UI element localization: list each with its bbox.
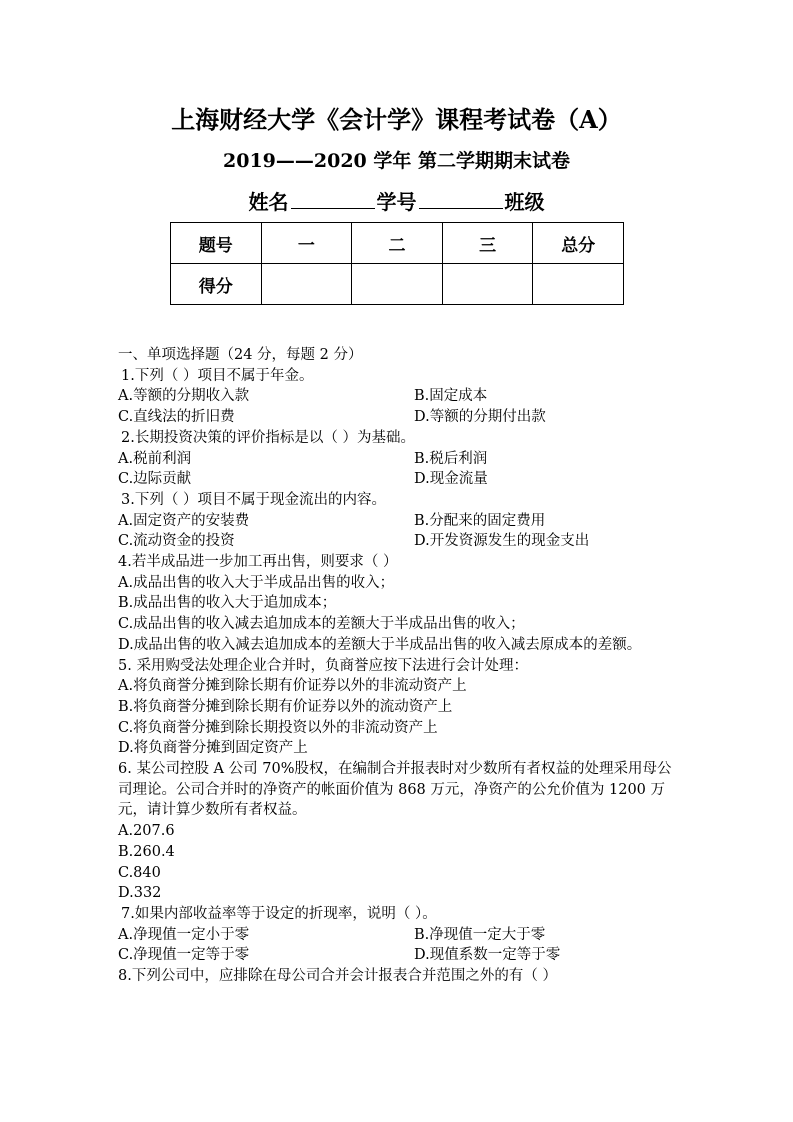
score-header-cell: 一 — [261, 223, 352, 264]
question-7-options-ab — [118, 925, 683, 946]
option-d: D.成品出售的收入减去追加成本的差额大于半成品出售的收入减去原成本的差额。 — [118, 636, 642, 653]
score-cell-2 — [352, 264, 443, 305]
option-d: D.将负商誉分摊到固定资产上 — [118, 740, 308, 757]
section-heading: 一、单项选择题（24 分，每题 2 分） — [118, 347, 363, 363]
score-header-cell: 二 — [352, 223, 443, 264]
name-label: 姓名 — [248, 190, 289, 214]
option-c: C.流动资金的投资 — [118, 533, 235, 550]
score-table-score-row — [171, 264, 624, 305]
question-1-options-ab — [118, 386, 683, 407]
class-label: 班级 — [504, 190, 545, 214]
option-b: B.将负商誉分摊到除长期有价证券以外的流动资产上 — [118, 698, 453, 715]
option-c: C.直线法的折旧费 — [118, 409, 235, 426]
option-b: B.税后利润 — [414, 450, 488, 467]
option-c: C.成品出售的收入减去追加成本的差额大于半成品出售的收入； — [118, 616, 525, 633]
exam-subtitle: 2019——2020 学年 第二学期期末试卷 — [223, 150, 570, 172]
option-a: A.税前利润 — [118, 450, 192, 467]
option-d: D.开发资源发生的现金支出 — [414, 533, 590, 550]
question-1-options-cd — [118, 407, 683, 428]
option-d: D.332 — [118, 885, 162, 902]
question-1-stem: 1.下列（ ）项目不属于年金。 — [121, 367, 314, 384]
option-c: C.净现值一定等于零 — [118, 947, 250, 964]
question-2-options-ab — [118, 449, 683, 470]
question-7-options-cd — [118, 945, 683, 966]
question-7-stem: 7.如果内部收益率等于设定的折现率，说明（ ）。 — [121, 905, 437, 922]
question-3-options-ab — [118, 511, 683, 532]
option-d: D.等额的分期付出款 — [414, 409, 546, 426]
score-cell-total — [533, 264, 624, 305]
question-3-stem: 3.下列（ ）项目不属于现金流出的内容。 — [121, 491, 386, 508]
exam-title: 上海财经大学《会计学》课程考试卷（A） — [171, 105, 622, 134]
score-header-cell: 题号 — [171, 223, 262, 264]
option-a: A.固定资产的安装费 — [118, 512, 250, 529]
question-5-stem: 5. 采用购受法处理企业合并时，负商誉应按下法进行会计处理： — [118, 657, 528, 674]
option-a: A.成品出售的收入大于半成品出售的收入； — [118, 574, 395, 591]
score-row-label: 得分 — [171, 264, 262, 305]
option-d: D.现金流量 — [414, 471, 488, 488]
question-2-stem: 2.长期投资决策的评价指标是以（ ）为基础。 — [121, 429, 415, 446]
question-6-stem: 6. 某公司控股 A 公司 70%股权，在编制合并报表时对少数所有者权益的处理采用母公司理论。公司合并时的净资产的帐面价值为 868 万元，净资产的公允价值为 1200 万元，请计算少数所有者权益。 — [118, 761, 672, 819]
option-a: A.207.6 — [118, 823, 175, 840]
question-2-options-cd — [118, 469, 683, 490]
question-4-stem: 4.若半成品进一步加工再出售，则要求（ ） — [118, 554, 398, 571]
score-header-cell: 总分 — [533, 223, 624, 264]
score-table-header-row — [171, 223, 624, 264]
option-d: D.现值系数一定等于零 — [414, 947, 561, 964]
option-c: C.边际贡献 — [118, 471, 192, 488]
option-b: B.分配来的固定费用 — [414, 512, 546, 529]
name-blank — [291, 190, 375, 209]
option-a: A.将负商誉分摊到除长期有价证券以外的非流动资产上 — [118, 678, 467, 695]
question-8-stem: 8.下列公司中，应排除在母公司合并会计报表合并范围之外的有（ ） — [118, 968, 557, 985]
option-b: B.260.4 — [118, 843, 175, 860]
student-id-blank — [419, 190, 503, 209]
score-cell-3 — [442, 264, 533, 305]
score-cell-1 — [261, 264, 352, 305]
option-a: A.净现值一定小于零 — [118, 926, 250, 943]
student-info-line — [0, 186, 793, 215]
option-b: B.成品出售的收入大于追加成本； — [118, 595, 337, 612]
question-3-options-cd — [118, 531, 683, 552]
option-c: C.840 — [118, 864, 161, 881]
option-b: B.固定成本 — [414, 388, 488, 405]
section-single-choice — [118, 345, 683, 987]
option-c: C.将负商誉分摊到除长期投资以外的非流动资产上 — [118, 719, 438, 736]
option-b: B.净现值一定大于零 — [414, 926, 546, 943]
score-table — [170, 222, 624, 305]
score-header-cell: 三 — [442, 223, 533, 264]
option-a: A.等额的分期收入款 — [118, 388, 250, 405]
student-id-label: 学号 — [376, 190, 417, 214]
